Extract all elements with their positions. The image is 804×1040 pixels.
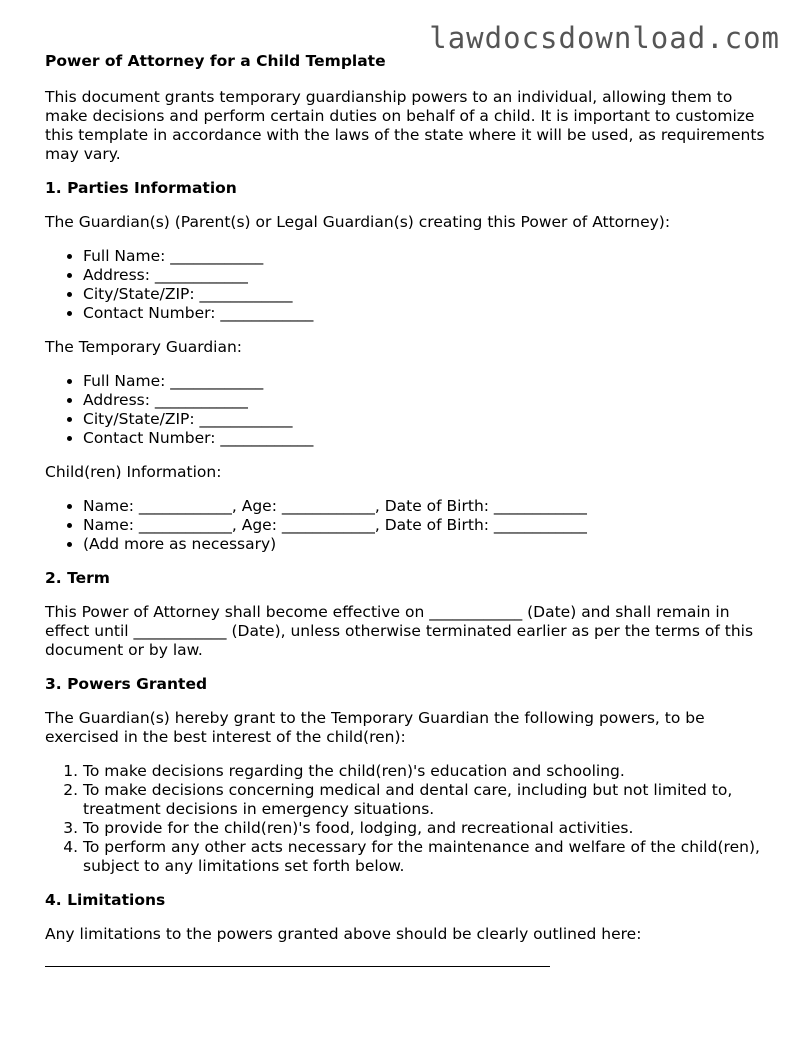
guardian-intro: The Guardian(s) (Parent(s) or Legal Guardian(s) creating this Power of Attorney): — [45, 213, 671, 231]
section-heading-parties: 1. Parties Information — [45, 179, 237, 197]
guardian-address-field[interactable]: • Address: ____________ — [83, 266, 765, 285]
temp-guardian-contact-number-field[interactable]: • Contact Number: ____________ — [83, 429, 765, 448]
temp-guardian-city-state-zip-field[interactable]: • City/State/ZIP: ____________ — [83, 410, 765, 429]
guardian-full-name-field[interactable]: • Full Name: ____________ — [83, 247, 765, 266]
guardian-contact-number-field[interactable]: • Contact Number: ____________ — [83, 304, 765, 323]
intro-paragraph: This document grants temporary guardianship powers to an individual, allowing them to make decisions and perform certain duties on behalf of a child. It is important to customize this template in accordance with the laws of the state where it will be used, as requirements may vary. — [45, 88, 765, 163]
child-info-field[interactable]: • Name: ____________, Age: ____________, Date of Birth: ____________ — [83, 497, 765, 516]
power-item: 2. To make decisions concerning medical and dental care, including but not limited to, treatment decisions in emergency situations. — [83, 781, 765, 819]
guardian-city-state-zip-field[interactable]: • City/State/ZIP: ____________ — [83, 285, 765, 304]
power-item: 3. To provide for the child(ren)'s food, lodging, and recreational activities. — [83, 819, 765, 838]
powers-intro: The Guardian(s) hereby grant to the Temporary Guardian the following powers, to be exercised in the best interest of the child(ren): — [45, 709, 705, 746]
temp-guardian-full-name-field[interactable]: • Full Name: ____________ — [83, 372, 765, 391]
temporary-guardian-fields-list — [45, 372, 765, 448]
section-heading-limitations: 4. Limitations — [45, 891, 166, 909]
children-fields-list — [45, 497, 765, 554]
document-title: Power of Attorney for a Child Template — [45, 52, 386, 70]
document-body — [45, 52, 765, 967]
section-heading-term: 2. Term — [45, 569, 110, 587]
term-paragraph: This Power of Attorney shall become effective on ____________ (Date) and shall remain in effect until ____________ (Date), unless otherwise terminated earlier as per the terms of this document or by law. — [45, 603, 754, 659]
child-info-note: • (Add more as necessary) — [83, 535, 765, 554]
guardian-fields-list — [45, 247, 765, 323]
temp-guardian-address-field[interactable]: • Address: ____________ — [83, 391, 765, 410]
watermark: lawdocsdownload.com — [429, 21, 780, 55]
powers-list — [45, 762, 765, 876]
child-info-field[interactable]: • Name: ____________, Age: ____________, Date of Birth: ____________ — [83, 516, 765, 535]
temporary-guardian-intro: The Temporary Guardian: — [45, 338, 243, 356]
power-item: 4. To perform any other acts necessary for the maintenance and welfare of the child(ren), subject to any limitations set forth below. — [83, 838, 765, 876]
limitations-paragraph: Any limitations to the powers granted above should be clearly outlined here: — [45, 925, 642, 943]
children-intro: Child(ren) Information: — [45, 463, 222, 481]
power-item: 1. To make decisions regarding the child(ren)'s education and schooling. — [83, 762, 765, 781]
section-heading-powers: 3. Powers Granted — [45, 675, 208, 693]
limitations-blank-line[interactable] — [45, 966, 550, 967]
